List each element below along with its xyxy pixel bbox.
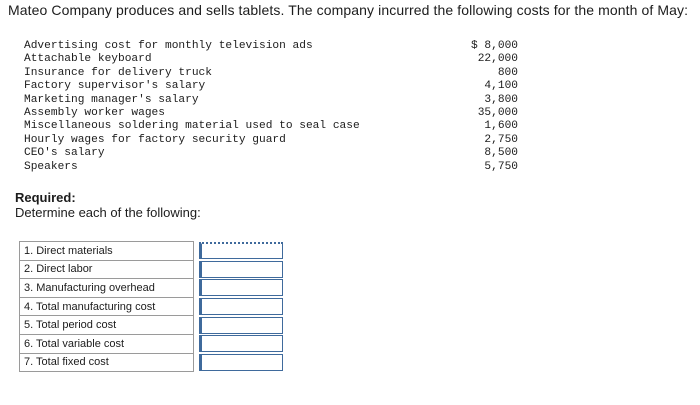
manufacturing-overhead-input[interactable] [199,279,283,296]
cost-list [24,40,524,174]
cost-amount: $ 8,000 [471,40,518,52]
problem-intro: Mateo Company produces and sells tablets. The company incurred the following costs for the month of May: [8,2,689,18]
cost-row [24,147,524,160]
cost-label: Advertising cost for monthly television ads [24,40,313,52]
direct-labor-input[interactable] [199,261,283,278]
table-row [20,334,283,353]
cost-row [24,94,524,107]
cost-row [24,120,524,133]
cost-row [24,80,524,93]
cost-label: Assembly worker wages [24,106,165,119]
cost-amount: 5,750 [484,160,518,173]
cost-amount: 8,500 [484,147,518,160]
task-label: 6. Total variable cost [20,334,194,353]
total-period-cost-input[interactable] [199,317,283,334]
cost-amount: 1,600 [484,120,518,133]
instruction-text: Determine each of the following: [15,205,201,220]
table-row [20,242,283,261]
cost-label: Attachable keyboard [24,53,152,66]
task-label: 5. Total period cost [20,316,194,335]
task-label: 3. Manufacturing overhead [20,279,194,298]
cost-row [24,40,524,53]
total-variable-cost-input[interactable] [199,335,283,352]
task-label: 7. Total fixed cost [20,353,194,372]
cost-row [24,134,524,147]
direct-materials-input[interactable] [199,242,283,259]
cost-row [24,107,524,120]
task-label: 1. Direct materials [20,242,194,261]
cost-label: CEO's salary [24,147,105,160]
cost-amount: 35,000 [477,106,518,119]
cost-label: Hourly wages for factory security guard [24,133,286,146]
cost-amount: 3,800 [484,93,518,106]
cost-row [24,53,524,66]
cost-amount: 22,000 [477,53,518,66]
cost-row [24,67,524,80]
cost-label: Marketing manager's salary [24,93,199,106]
cost-row [24,161,524,174]
table-row [20,316,283,335]
table-row [20,353,283,372]
cost-label: Miscellaneous soldering material used to seal case [24,120,360,133]
task-label: 2. Direct labor [20,260,194,279]
table-row [20,260,283,279]
cost-label: Insurance for delivery truck [24,66,212,79]
table-row [20,297,283,316]
task-label: 4. Total manufacturing cost [20,297,194,316]
total-fixed-cost-input[interactable] [199,354,283,371]
answer-table [19,241,283,372]
cost-amount: 2,750 [484,133,518,146]
required-heading: Required: [15,190,76,205]
total-manufacturing-cost-input[interactable] [199,298,283,315]
table-row [20,279,283,298]
cost-amount: 4,100 [484,80,518,93]
cost-amount: 800 [497,66,518,79]
cost-label: Speakers [24,160,78,173]
cost-label: Factory supervisor's salary [24,80,206,93]
